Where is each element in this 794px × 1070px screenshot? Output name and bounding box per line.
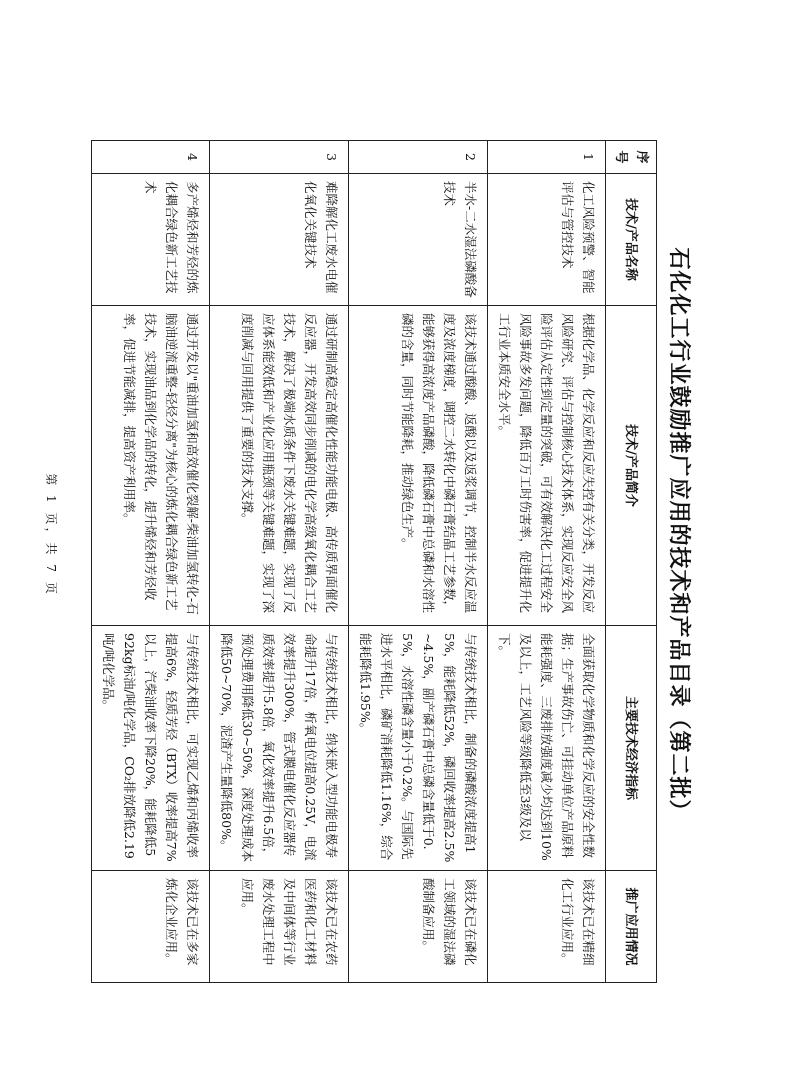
table-row bbox=[92, 141, 210, 983]
table-row bbox=[488, 141, 606, 983]
table-row bbox=[349, 141, 488, 983]
header-serial-number: 序号 bbox=[606, 141, 657, 174]
row-application-status: 该技术已在多家炼化企业应用。 bbox=[92, 871, 210, 983]
row-technology-intro: 通过研制高稳定高催化性能功能电极、高传质界面催化反应器，开发高效同步削减的电化学高级氧化耦合工艺技术，解决了极端水质条件下废水关键难题，实现了反应体系能效低和产业化应用瓶颈等关键难题，实现了深度削减与回用提供了重要的技术支撑。 bbox=[210, 306, 349, 626]
row-key-indicators: 与传统技术相比，纳米嵌入型功能电极寿命提升17倍，析氧电位提高0.25V，电流效率提升300%，管式膜电催化反应器传质效率提升5.8倍，氧化效率提升6.5倍，预处理费用降低30~50%，深度处理成本降低50~70%，泥渣产生量降低80%。 bbox=[210, 626, 349, 871]
header-key-indicators: 主要技术经济指标 bbox=[606, 626, 657, 871]
row-technology-intro: 该技术通过酸酸、返酸以及返浆调节，控制半水反应温度及浓度梯度，调控二水转化中磷石膏结晶工艺参数，能够获得高浓度产品磷酸，降低磷石膏中总磷和水溶性磷的含量，同时节能降耗，推动绿色生产。 bbox=[349, 306, 488, 626]
table-header-row bbox=[606, 141, 657, 983]
header-application-status: 推广应用情况 bbox=[606, 871, 657, 983]
header-technology-intro: 技术/产品简介 bbox=[606, 306, 657, 626]
row-technology-intro: 通过开发以"重油加氢和高效催化裂解-柴油加氢转化-石脑油逆流重整-轻烃分离"为核心的炼化耦合绿色新工艺技术，实现油品到化学品的转化，提升烯烃和芳烃收率，促进节能减排，提高资产利用率。 bbox=[92, 306, 210, 626]
row-application-status: 该技术已在磷化工领域的湿法磷酸制备应用。 bbox=[349, 871, 488, 983]
row-key-indicators: 与传统技术相比，制备的磷酸浓度提高15%，能耗降低52%，磷回收率提高2.5%~4.5%，副产磷石膏中总磷含量低于0.5%，水溶性磷含量小于0.2%。与国际先进水平相比，磷矿消耗降低1.16%，综合能耗降低1.95%。 bbox=[349, 626, 488, 871]
row-key-indicators: 全面获取化学物质和化学反应的安全性数据；生产事故伤亡、可挂动单位产品原料能耗强度、三废排放强度减少均达到10%及以上，工艺风险等级降低至3级及以下。 bbox=[488, 626, 606, 871]
table-row bbox=[210, 141, 349, 983]
row-application-status: 该技术已在农药医药和化工材料及中间体等行业废水处理工程中应用。 bbox=[210, 871, 349, 983]
row-serial-number: 3 bbox=[210, 141, 349, 174]
page-footer: 第 1 页，共 7 页 bbox=[44, 473, 58, 597]
row-application-status: 该技术已在精细化工行业应用。 bbox=[488, 871, 606, 983]
technology-catalog-table bbox=[91, 140, 657, 983]
row-technology-name: 多产烯烃和芳烃的炼化耦合绿色新工艺技术 bbox=[92, 174, 210, 306]
document-title: 石化化工行业鼓励推广应用的技术和产品目录（第二批） bbox=[666, 247, 692, 823]
row-technology-name: 难降解化工废水电催化氧化关键技术 bbox=[210, 174, 349, 306]
header-technology-name: 技术/产品名称 bbox=[606, 174, 657, 306]
row-technology-name: 化工风险预警、智能评估与管控技术 bbox=[488, 174, 606, 306]
row-serial-number: 4 bbox=[92, 141, 210, 174]
row-serial-number: 1 bbox=[488, 141, 606, 174]
row-key-indicators: 与传统技术相比，可实现乙烯和丙烯收率提高6%，轻质芳烃（BTX）收率提高7%以上，汽柴油收率下降20%，能耗降低592kg标油/吨化学品，CO₂排放降低2.19吨/吨化学品。 bbox=[92, 626, 210, 871]
row-technology-intro: 根据化学品、化学反应和反应失控有关分类，开发反应风险研究、评估与控制核心技术体系，实现反应安全风险评估从定性到定量的突破，可有效解决化工过程安全风险事故多发问题，降低百万工时伤害率，促进提升化工行业本质安全水平。 bbox=[488, 306, 606, 626]
row-technology-name: 半水-二水湿法磷酸备技术 bbox=[349, 174, 488, 306]
row-serial-number: 2 bbox=[349, 141, 488, 174]
